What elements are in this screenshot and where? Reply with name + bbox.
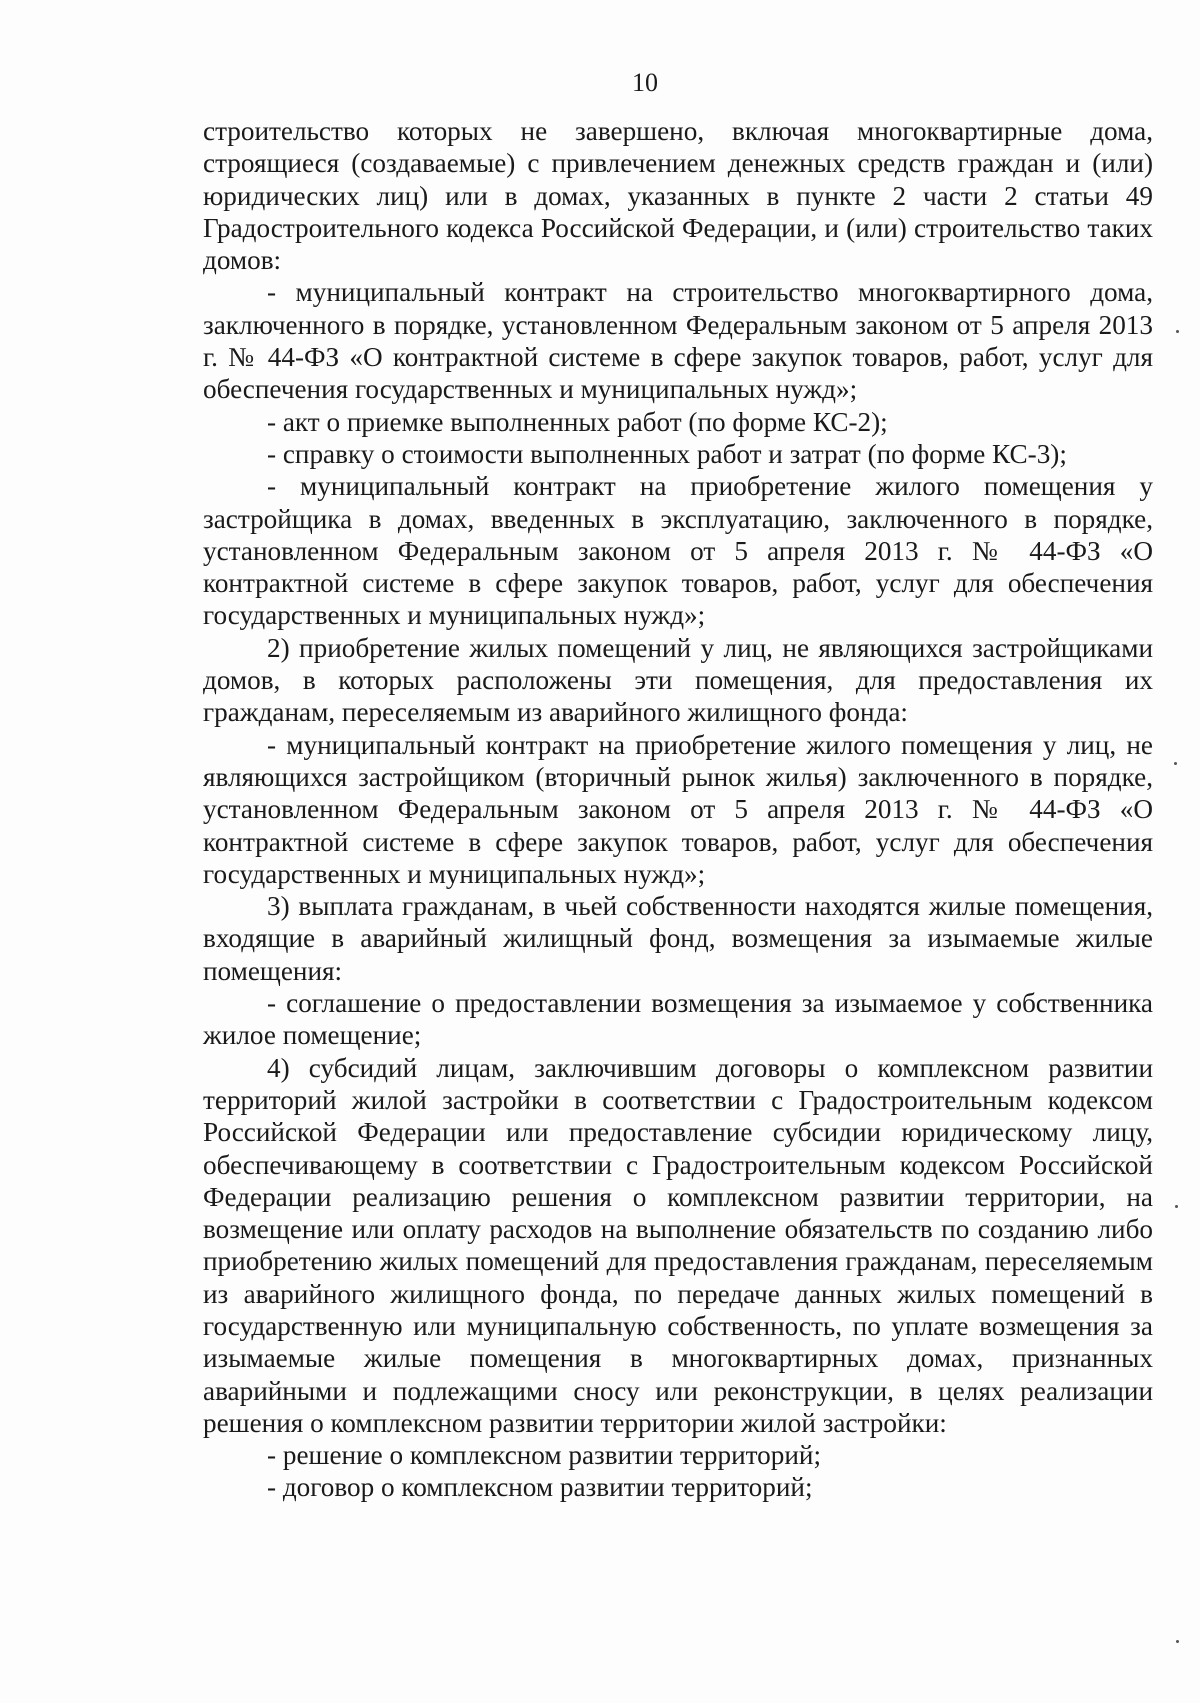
- page-number: 10: [632, 68, 658, 97]
- paragraph-development-agreement: - договор о комплексном развитии территорий;: [267, 1472, 813, 1503]
- paragraph-item-3: 3) выплата гражданам, в чьей собственности находятся жилые помещения, входящие в аварийный жилищный фонд, возмещения за изымаемые жилые помещения:: [203, 891, 1153, 986]
- paragraph-intro-continuation: строительство которых не завершено, включая многоквартирные дома, строящиеся (создаваемые) с привлечением денежных средств граждан и (или) юридических лиц) или в домах, указанных в пункте 2 части 2 статьи 49 Градостроительного кодекса Российской Федерации, и (или) строительство таких домов:: [203, 116, 1153, 276]
- paragraph-development-decision: - решение о комплексном развитии территорий;: [267, 1440, 821, 1471]
- scan-speck: [1175, 1205, 1178, 1208]
- scan-speck: [1174, 762, 1177, 765]
- paragraph-municipal-contract-developer: - муниципальный контракт на приобретение жилого помещения у застройщика в домах, введенных в эксплуатацию, заключенного в порядке, установленном Федеральным законом от 5 апреля 2013 г. № 44-ФЗ «О контрактной системе в сфере закупок товаров, работ, услуг для обеспечения государственных и муниципальных нужд»;: [203, 471, 1153, 631]
- paragraph-certificate-ks3: - справку о стоимости выполненных работ и затрат (по форме КС-3);: [267, 438, 1067, 469]
- scan-speck: [1176, 330, 1179, 333]
- paragraph-municipal-contract-secondary: - муниципальный контракт на приобретение жилого помещения у лиц, не являющихся застройщиком (вторичный рынок жилья) заключенного в порядке, установленном Федеральным законом от 5 апреля 2013 г. № 44-ФЗ «О контрактной системе в сфере закупок товаров, работ, услуг для обеспечения государственных и муниципальных нужд»;: [203, 729, 1153, 889]
- document-body: [203, 115, 1153, 1504]
- paragraph-compensation-agreement: - соглашение о предоставлении возмещения за изымаемое у собственника жилое помещение;: [203, 988, 1153, 1051]
- paragraph-item-2: 2) приобретение жилых помещений у лиц, не являющихся застройщиками домов, в которых расположены эти помещения, для предоставления их гражданам, переселяемым из аварийного жилищного фонда:: [203, 632, 1153, 728]
- scan-speck: [1176, 1640, 1179, 1643]
- paragraph-item-4: 4) субсидий лицам, заключившим договоры о комплексном развитии территорий жилой застройки в соответствии с Градостроительным кодексом Российской Федерации или предоставление субсидии юридическому лицу, обеспечивающему в соответствии с Градостроительным кодексом Российской Федерации реализацию решения о комплексном развитии территории, на возмещение или оплату расходов на выполнение обязательств по созданию либо приобретению жилых помещений для предоставления гражданам, переселяемым из аварийного жилищного фонда, по передаче данных жилых помещений в государственную или муниципальную собственность, по уплате возмещения за изымаемые жилые помещения в многоквартирных домах, признанных аварийными и подлежащими сносу или реконструкции, в целях реализации решения о комплексном развитии территории жилой застройки:: [203, 1052, 1153, 1438]
- paragraph-act-ks2: - акт о приемке выполненных работ (по форме КС-2);: [267, 406, 888, 437]
- paragraph-municipal-contract-construction: - муниципальный контракт на строительство многоквартирного дома, заключенного в порядке, установленном Федеральным законом от 5 апреля 2013 г. № 44-ФЗ «О контрактной системе в сфере закупок товаров, работ, услуг для обеспечения государственных и муниципальных нужд»;: [203, 277, 1153, 405]
